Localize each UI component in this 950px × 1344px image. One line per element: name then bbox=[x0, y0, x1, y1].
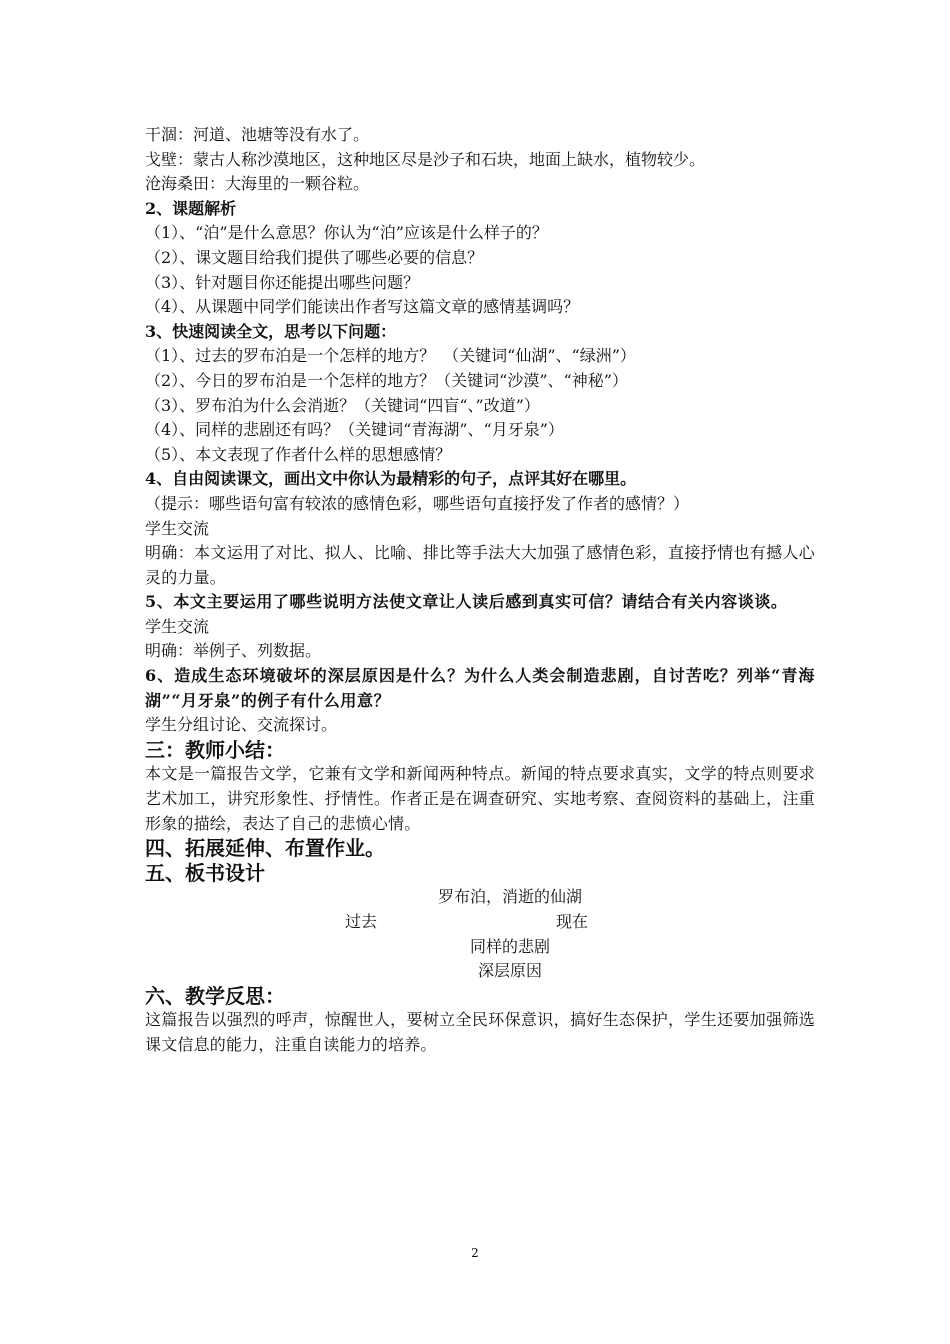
page-number: 2 bbox=[471, 1246, 479, 1260]
board-title: 罗布泊，消逝的仙湖 bbox=[437, 887, 582, 907]
question-line: （3）、针对题目你还能提出哪些问题？ bbox=[145, 272, 420, 292]
part-heading: 四、拓展延伸、布置作业。 bbox=[145, 836, 385, 861]
question-line: （1）、“泊”是什么意思？你认为“泊”应该是什么样子的？ bbox=[145, 223, 548, 243]
page-content bbox=[145, 123, 815, 1058]
board-same-tragedy: 同样的悲剧 bbox=[469, 936, 550, 956]
summary-paragraph: 本文是一篇报告文学，它兼有文学和新闻两种特点。新闻的特点要求真实，文学的特点则要求艺术加工，讲究形象性、抒情性。作者正是在调查研究、实地考察、查阅资料的基础上，注重形象的描绘，表达了自己的悲愤心情。 bbox=[145, 764, 815, 833]
definition-line: 干涸：河道、池塘等没有水了。 bbox=[145, 125, 370, 144]
question-line: （1）、过去的罗布泊是一个怎样的地方？ （关键词“仙湖”、“绿洲”） bbox=[145, 346, 636, 366]
question-line: （5）、本文表现了作者什么样的思想感情？ bbox=[145, 444, 452, 464]
answer-line: 明确：举例子、列数据。 bbox=[145, 641, 322, 661]
text-line: 学生交流 bbox=[145, 518, 210, 538]
hint-line: （提示：哪些语句富有较浓的感情色彩，哪些语句直接抒发了作者的感情？） bbox=[145, 493, 690, 513]
section-heading: 3、快速阅读全文，思考以下问题： bbox=[145, 321, 397, 341]
board-past: 过去 bbox=[345, 912, 378, 931]
part-heading: 六、教学反思： bbox=[145, 983, 285, 1008]
definition-line: 沧海桑田：大海里的一颗谷粒。 bbox=[145, 174, 370, 194]
question-line: （3）、罗布泊为什么会消逝？（关键词“四盲“、”改道”） bbox=[145, 395, 540, 415]
section-heading: 4、自由阅读课文，画出文中你认为最精彩的句子，点评其好在哪里。 bbox=[145, 469, 637, 489]
text-line: 学生分组讨论、交流探讨。 bbox=[145, 715, 338, 735]
question-line: （4）、从课题中同学们能读出作者写这篇文章的感情基调吗？ bbox=[145, 297, 580, 317]
part-heading: 三：教师小结： bbox=[145, 737, 285, 762]
question-line: （2）、今日的罗布泊是一个怎样的地方？（关键词“沙漠”、“神秘”） bbox=[145, 370, 628, 390]
board-row bbox=[145, 910, 815, 935]
section-heading: 6、造成生态环境破坏的深层原因是什么？为什么人类会制造悲剧，自讨苦吃？列举“青海湖”“月牙泉”的例子有什么用意？ bbox=[145, 666, 815, 710]
board-deep-reason: 深层原因 bbox=[477, 961, 542, 981]
question-line: （4）、同样的悲剧还有吗？（关键词“青海湖”、“月牙泉”） bbox=[145, 420, 564, 440]
section-heading: 2、课题解析 bbox=[145, 198, 237, 218]
question-line: （2）、课文题目给我们提供了哪些必要的信息？ bbox=[145, 247, 484, 267]
text-line: 学生交流 bbox=[145, 616, 210, 636]
definition-line: 戈壁：蒙古人称沙漠地区，这种地区尽是沙子和石块，地面上缺水，植物较少。 bbox=[145, 149, 706, 169]
section-heading: 5、本文主要运用了哪些说明方法使文章让人读后感到真实可信？请结合有关内容谈谈。 bbox=[145, 592, 788, 612]
board-now: 现在 bbox=[556, 912, 589, 931]
reflection-paragraph: 这篇报告以强烈的呼声，惊醒世人，要树立全民环保意识，搞好生态保护，学生还要加强筛选课文信息的能力，注重自读能力的培养。 bbox=[145, 1010, 815, 1054]
answer-paragraph: 明确：本文运用了对比、拟人、比喻、排比等手法大大加强了感情色彩，直接抒情也有撼人心灵的力量。 bbox=[145, 543, 815, 587]
part-heading: 五、板书设计 bbox=[145, 860, 265, 885]
